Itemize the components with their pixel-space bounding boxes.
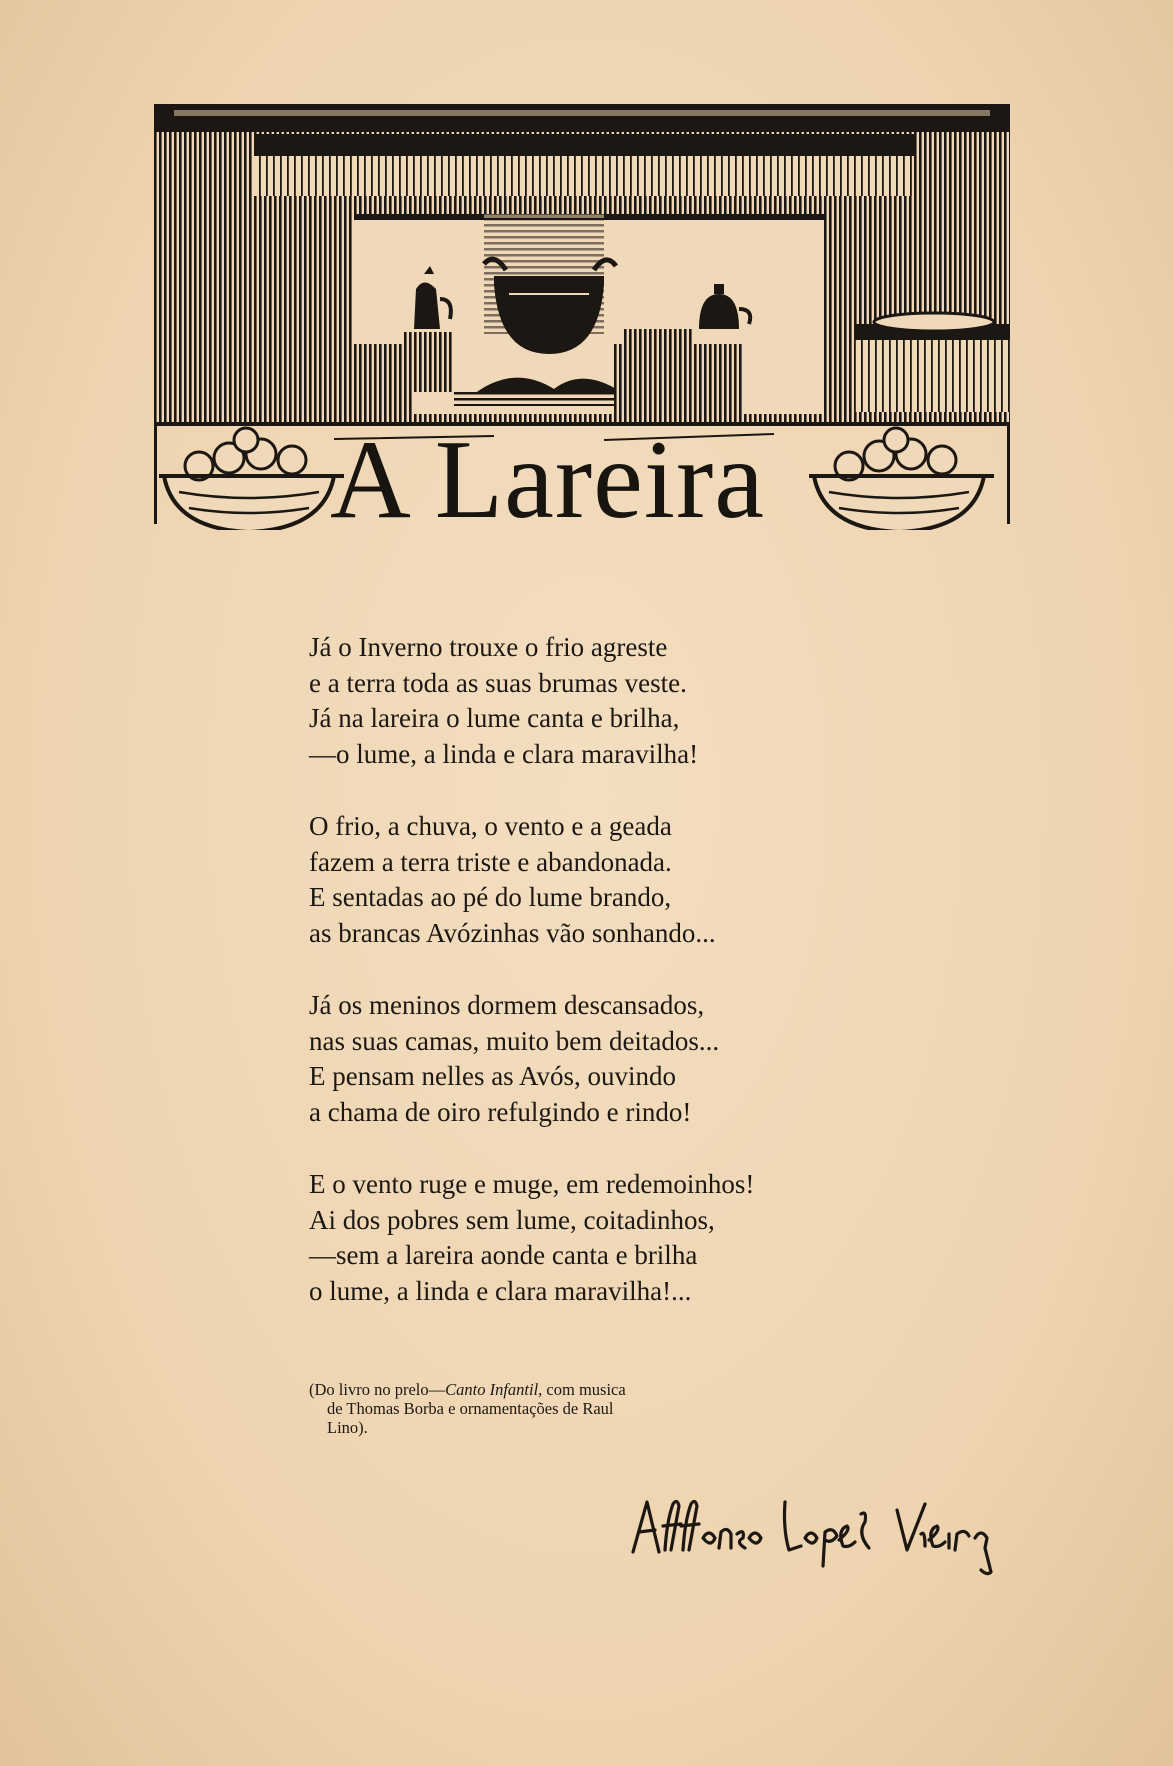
stanza (309, 809, 909, 951)
author-signature (625, 1490, 1025, 1580)
verse-line: nas suas camas, muito bem deitados... (309, 1025, 720, 1056)
signature-icon (625, 1490, 1025, 1580)
stanza (309, 1167, 909, 1309)
stanza (309, 630, 909, 772)
verse-line: as brancas Avózinhas vão sonhando... (309, 917, 716, 948)
verse-line: E sentadas ao pé do lume brando, (309, 882, 672, 912)
verse-line: Já na lareira o lume canta e brilha, (309, 703, 680, 733)
verse-line: fazem a terra triste e abandonada. (309, 846, 672, 877)
note-line: Lino). (327, 1418, 368, 1437)
poem-title: A Lareira (330, 418, 765, 542)
stanza (309, 988, 909, 1130)
verse-line: Ai dos pobres sem lume, coitadinhos, (309, 1204, 715, 1235)
note-line1-rest: com musica (542, 1380, 626, 1399)
verse-line: —o lume, a linda e clara maravilha! (309, 738, 699, 769)
note-line: de Thomas Borba e ornamentações de Raul (327, 1399, 614, 1418)
verse-line: e a terra toda as suas brumas veste. (309, 667, 687, 698)
verse-line: Já o Inverno trouxe o frio agreste (309, 632, 668, 662)
fruit-bowl-icon (809, 428, 994, 530)
verse-line: O frio, a chuva, o vento e a geada (309, 811, 672, 841)
verse-line: —sem a lareira aonde canta e brilha (309, 1240, 698, 1270)
source-note (309, 1380, 729, 1437)
verse-line: a chama de oiro refulgindo e rindo! (309, 1096, 692, 1127)
note-prefix: (Do livro no prelo— (309, 1380, 446, 1399)
poem-body (309, 630, 909, 1346)
verse-line: E pensam nelles as Avós, ouvindo (309, 1061, 676, 1091)
fruit-bowl-icon (159, 428, 344, 530)
verse-line: E o vento ruge e muge, em redemoinhos! (309, 1169, 755, 1199)
note-book-title: Canto Infantil, (445, 1380, 543, 1399)
verse-line: o lume, a linda e clara maravilha!... (309, 1275, 692, 1306)
verse-line: Já os meninos dormem descansados, (309, 990, 705, 1020)
